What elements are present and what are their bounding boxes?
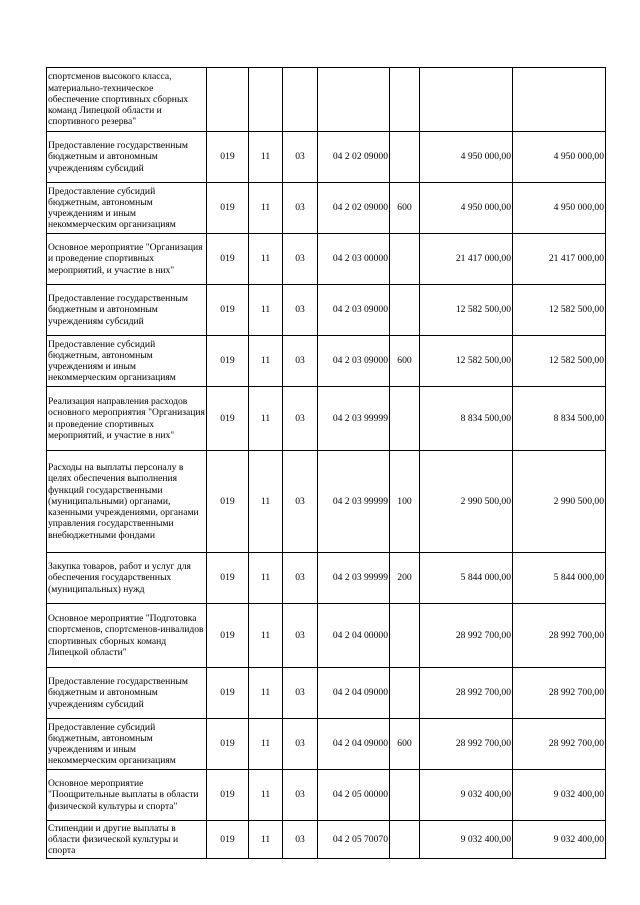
target-article-cell (318, 68, 390, 132)
amount-cell: 21 417 000,00 (513, 234, 606, 285)
amount-cell: 9 032 400,00 (420, 821, 513, 859)
subsection-code-cell: 03 (283, 719, 318, 770)
table-row (47, 68, 606, 132)
subsection-code-cell: 03 (283, 234, 318, 285)
amount-cell: 5 844 000,00 (513, 553, 606, 604)
expense-type-cell (390, 132, 420, 183)
amount-cell: 4 950 000,00 (513, 183, 606, 234)
row-name-cell: Расходы на выплаты персоналу в целях обеспечения выполнения функций государственными (муниципальными) органами, казенными учреждениями, органами управления государственными внебюджетными фондами (47, 451, 207, 553)
target-article-cell: 04 2 03 99999 (318, 387, 390, 451)
table-row (47, 770, 606, 821)
subsection-code-cell (283, 68, 318, 132)
subsection-code-cell: 03 (283, 451, 318, 553)
amount-cell: 28 992 700,00 (513, 668, 606, 719)
row-name-cell: Предоставление субсидий бюджетным, автономным учреждениям и иным некоммерческим организациям (47, 183, 207, 234)
expense-type-cell (390, 604, 420, 668)
row-name-cell: Предоставление государственным бюджетным и автономным учреждениям субсидий (47, 132, 207, 183)
expense-type-cell (390, 821, 420, 859)
ministry-code-cell: 019 (207, 604, 249, 668)
row-name-cell: Основное мероприятие "Организация и проведение спортивных мероприятий, и участие в них" (47, 234, 207, 285)
expense-type-cell: 600 (390, 336, 420, 387)
target-article-cell: 04 2 04 09000 (318, 668, 390, 719)
table-row (47, 604, 606, 668)
amount-cell: 9 032 400,00 (513, 770, 606, 821)
row-name-cell: Стипендии и другие выплаты в области физической культуры и спорта (47, 821, 207, 859)
expense-type-cell (390, 387, 420, 451)
amount-cell: 28 992 700,00 (420, 668, 513, 719)
section-code-cell: 11 (249, 132, 283, 183)
amount-cell (420, 68, 513, 132)
subsection-code-cell: 03 (283, 387, 318, 451)
expense-type-cell (390, 285, 420, 336)
row-name-cell: Предоставление государственным бюджетным и автономным учреждениям субсидий (47, 668, 207, 719)
table-row (47, 285, 606, 336)
ministry-code-cell: 019 (207, 821, 249, 859)
expense-type-cell (390, 68, 420, 132)
amount-cell: 8 834 500,00 (513, 387, 606, 451)
row-name-cell: Закупка товаров, работ и услуг для обеспечения государственных (муниципальных) нужд (47, 553, 207, 604)
row-name-cell: Основное мероприятие "Подготовка спортсменов, спортсменов-инвалидов спортивных сборных команд Липецкой области" (47, 604, 207, 668)
target-article-cell: 04 2 05 70070 (318, 821, 390, 859)
amount-cell: 2 990 500,00 (513, 451, 606, 553)
amount-cell: 8 834 500,00 (420, 387, 513, 451)
amount-cell: 28 992 700,00 (420, 604, 513, 668)
expense-type-cell: 600 (390, 719, 420, 770)
table-row (47, 821, 606, 859)
amount-cell: 4 950 000,00 (420, 132, 513, 183)
ministry-code-cell (207, 68, 249, 132)
row-name-cell: Предоставление государственным бюджетным и автономным учреждениям субсидий (47, 285, 207, 336)
ministry-code-cell: 019 (207, 336, 249, 387)
target-article-cell: 04 2 02 09000 (318, 132, 390, 183)
amount-cell: 28 992 700,00 (420, 719, 513, 770)
target-article-cell: 04 2 05 00000 (318, 770, 390, 821)
section-code-cell: 11 (249, 451, 283, 553)
expense-type-cell (390, 668, 420, 719)
amount-cell: 12 582 500,00 (420, 336, 513, 387)
amount-cell: 12 582 500,00 (420, 285, 513, 336)
ministry-code-cell: 019 (207, 451, 249, 553)
target-article-cell: 04 2 02 09000 (318, 183, 390, 234)
section-code-cell: 11 (249, 387, 283, 451)
table-row (47, 387, 606, 451)
ministry-code-cell: 019 (207, 553, 249, 604)
section-code-cell: 11 (249, 183, 283, 234)
table-row (47, 668, 606, 719)
section-code-cell: 11 (249, 821, 283, 859)
amount-cell: 5 844 000,00 (420, 553, 513, 604)
ministry-code-cell: 019 (207, 770, 249, 821)
amount-cell: 12 582 500,00 (513, 285, 606, 336)
section-code-cell: 11 (249, 234, 283, 285)
subsection-code-cell: 03 (283, 668, 318, 719)
row-name-cell: Предоставление субсидий бюджетным, автономным учреждениям и иным некоммерческим организациям (47, 336, 207, 387)
row-name-cell: Основное мероприятие "Поощрительные выплаты в области физической культуры и спорта" (47, 770, 207, 821)
subsection-code-cell: 03 (283, 183, 318, 234)
subsection-code-cell: 03 (283, 604, 318, 668)
budget-table (46, 67, 606, 859)
target-article-cell: 04 2 03 99999 (318, 553, 390, 604)
ministry-code-cell: 019 (207, 668, 249, 719)
subsection-code-cell: 03 (283, 553, 318, 604)
section-code-cell: 11 (249, 336, 283, 387)
amount-cell: 28 992 700,00 (513, 719, 606, 770)
ministry-code-cell: 019 (207, 234, 249, 285)
table-row (47, 336, 606, 387)
table-row (47, 553, 606, 604)
target-article-cell: 04 2 03 00000 (318, 234, 390, 285)
amount-cell: 9 032 400,00 (420, 770, 513, 821)
subsection-code-cell: 03 (283, 821, 318, 859)
subsection-code-cell: 03 (283, 285, 318, 336)
subsection-code-cell: 03 (283, 770, 318, 821)
expense-type-cell (390, 234, 420, 285)
section-code-cell: 11 (249, 604, 283, 668)
table-row (47, 132, 606, 183)
section-code-cell: 11 (249, 719, 283, 770)
expense-type-cell: 200 (390, 553, 420, 604)
section-code-cell: 11 (249, 770, 283, 821)
amount-cell: 12 582 500,00 (513, 336, 606, 387)
section-code-cell: 11 (249, 668, 283, 719)
expense-type-cell: 600 (390, 183, 420, 234)
ministry-code-cell: 019 (207, 132, 249, 183)
amount-cell: 4 950 000,00 (420, 183, 513, 234)
ministry-code-cell: 019 (207, 183, 249, 234)
target-article-cell: 04 2 03 09000 (318, 285, 390, 336)
amount-cell: 28 992 700,00 (513, 604, 606, 668)
ministry-code-cell: 019 (207, 285, 249, 336)
section-code-cell (249, 68, 283, 132)
section-code-cell: 11 (249, 285, 283, 336)
amount-cell: 4 950 000,00 (513, 132, 606, 183)
subsection-code-cell: 03 (283, 336, 318, 387)
table-row (47, 719, 606, 770)
budget-table-body (47, 68, 606, 859)
target-article-cell: 04 2 04 00000 (318, 604, 390, 668)
table-row (47, 183, 606, 234)
amount-cell: 2 990 500,00 (420, 451, 513, 553)
row-name-cell: Реализация направления расходов основного мероприятия "Организация и проведение спортивных мероприятий, и участие в них" (47, 387, 207, 451)
expense-type-cell: 100 (390, 451, 420, 553)
expense-type-cell (390, 770, 420, 821)
subsection-code-cell: 03 (283, 132, 318, 183)
row-name-cell: спортсменов высокого класса, материально-техническое обеспечение спортивных сборных команд Липецкой области и спортивного резерва" (47, 68, 207, 132)
target-article-cell: 04 2 03 09000 (318, 336, 390, 387)
target-article-cell: 04 2 04 09000 (318, 719, 390, 770)
amount-cell: 9 032 400,00 (513, 821, 606, 859)
row-name-cell: Предоставление субсидий бюджетным, автономным учреждениям и иным некоммерческим организациям (47, 719, 207, 770)
amount-cell: 21 417 000,00 (420, 234, 513, 285)
amount-cell (513, 68, 606, 132)
ministry-code-cell: 019 (207, 387, 249, 451)
ministry-code-cell: 019 (207, 719, 249, 770)
table-row (47, 451, 606, 553)
table-row (47, 234, 606, 285)
target-article-cell: 04 2 03 99999 (318, 451, 390, 553)
section-code-cell: 11 (249, 553, 283, 604)
